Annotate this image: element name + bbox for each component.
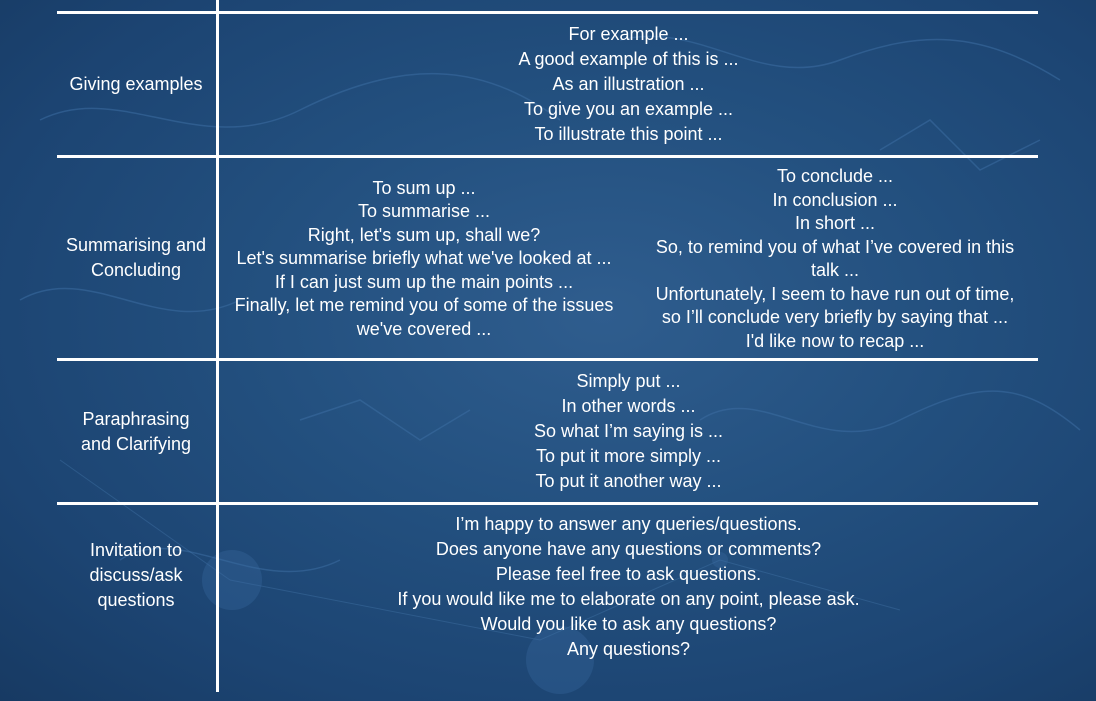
phrase-item: So, to remind you of what I’ve covered in this — [655, 236, 1015, 257]
row-label-summarising: Summarising and Concluding — [65, 235, 207, 280]
phrase-item: So what I’m saying is ... — [533, 421, 724, 441]
row-label-invitation: Invitation to discuss/ask questions — [89, 540, 183, 610]
phrase-item: To give you an example ... — [523, 99, 734, 119]
phrase-item: talk ... — [810, 260, 859, 280]
phrases-giving-examples — [219, 14, 1038, 155]
phrase-item: Please feel free to ask questions. — [495, 564, 762, 584]
phrase-item: In short ... — [794, 213, 876, 233]
phrase-item: Unfortunately, I seem to have run out of time, — [655, 283, 1015, 304]
phrase-item: If you would like me to elaborate on any point, please ask. — [397, 589, 860, 609]
phrase-item: To summarise ... — [357, 201, 491, 222]
phrase-item: If I can just sum up the main points ... — [274, 271, 574, 292]
phrase-item: I'd like now to recap ... — [745, 330, 925, 351]
phrase-item: To put it another way ... — [535, 471, 722, 491]
row-label-paraphrasing: Paraphrasing and Clarifying — [80, 408, 192, 454]
phrase-item: In other words ... — [561, 396, 696, 416]
phrase-item: Does anyone have any questions or comments? — [435, 539, 822, 559]
row-label-giving-examples: Giving examples — [69, 74, 203, 94]
phrases-summarising-right — [632, 164, 1038, 354]
phrase-item: To sum up ... — [372, 177, 476, 198]
phrases-summarising-left — [219, 166, 629, 352]
phrase-item: Right, let's sum up, shall we? — [307, 224, 541, 245]
phrase-item: I’m happy to answer any queries/questions. — [455, 514, 802, 534]
phrase-item: Simply put ... — [576, 371, 681, 391]
phrase-item: A good example of this is ... — [518, 49, 739, 69]
phrase-item: To conclude ... — [776, 166, 894, 186]
phrase-item: To illustrate this point ... — [534, 124, 723, 144]
phrase-item: we've covered ... — [356, 318, 492, 339]
phrase-item: Any questions? — [566, 639, 691, 659]
phrase-item: For example ... — [568, 24, 689, 44]
phrase-item: so I’ll conclude very briefly by saying that ... — [661, 307, 1009, 327]
phrases-invitation — [219, 512, 1038, 662]
phrase-item: Would you like to ask any questions? — [480, 614, 777, 634]
phrases-paraphrasing — [219, 361, 1038, 502]
phrase-item: Finally, let me remind you of some of the issues — [234, 295, 614, 316]
phrase-item: As an illustration ... — [552, 74, 705, 94]
phrase-item: Let's summarise briefly what we've looked at ... — [236, 248, 612, 269]
phrase-item: In conclusion ... — [772, 189, 898, 210]
phrase-item: To put it more simply ... — [535, 446, 722, 466]
